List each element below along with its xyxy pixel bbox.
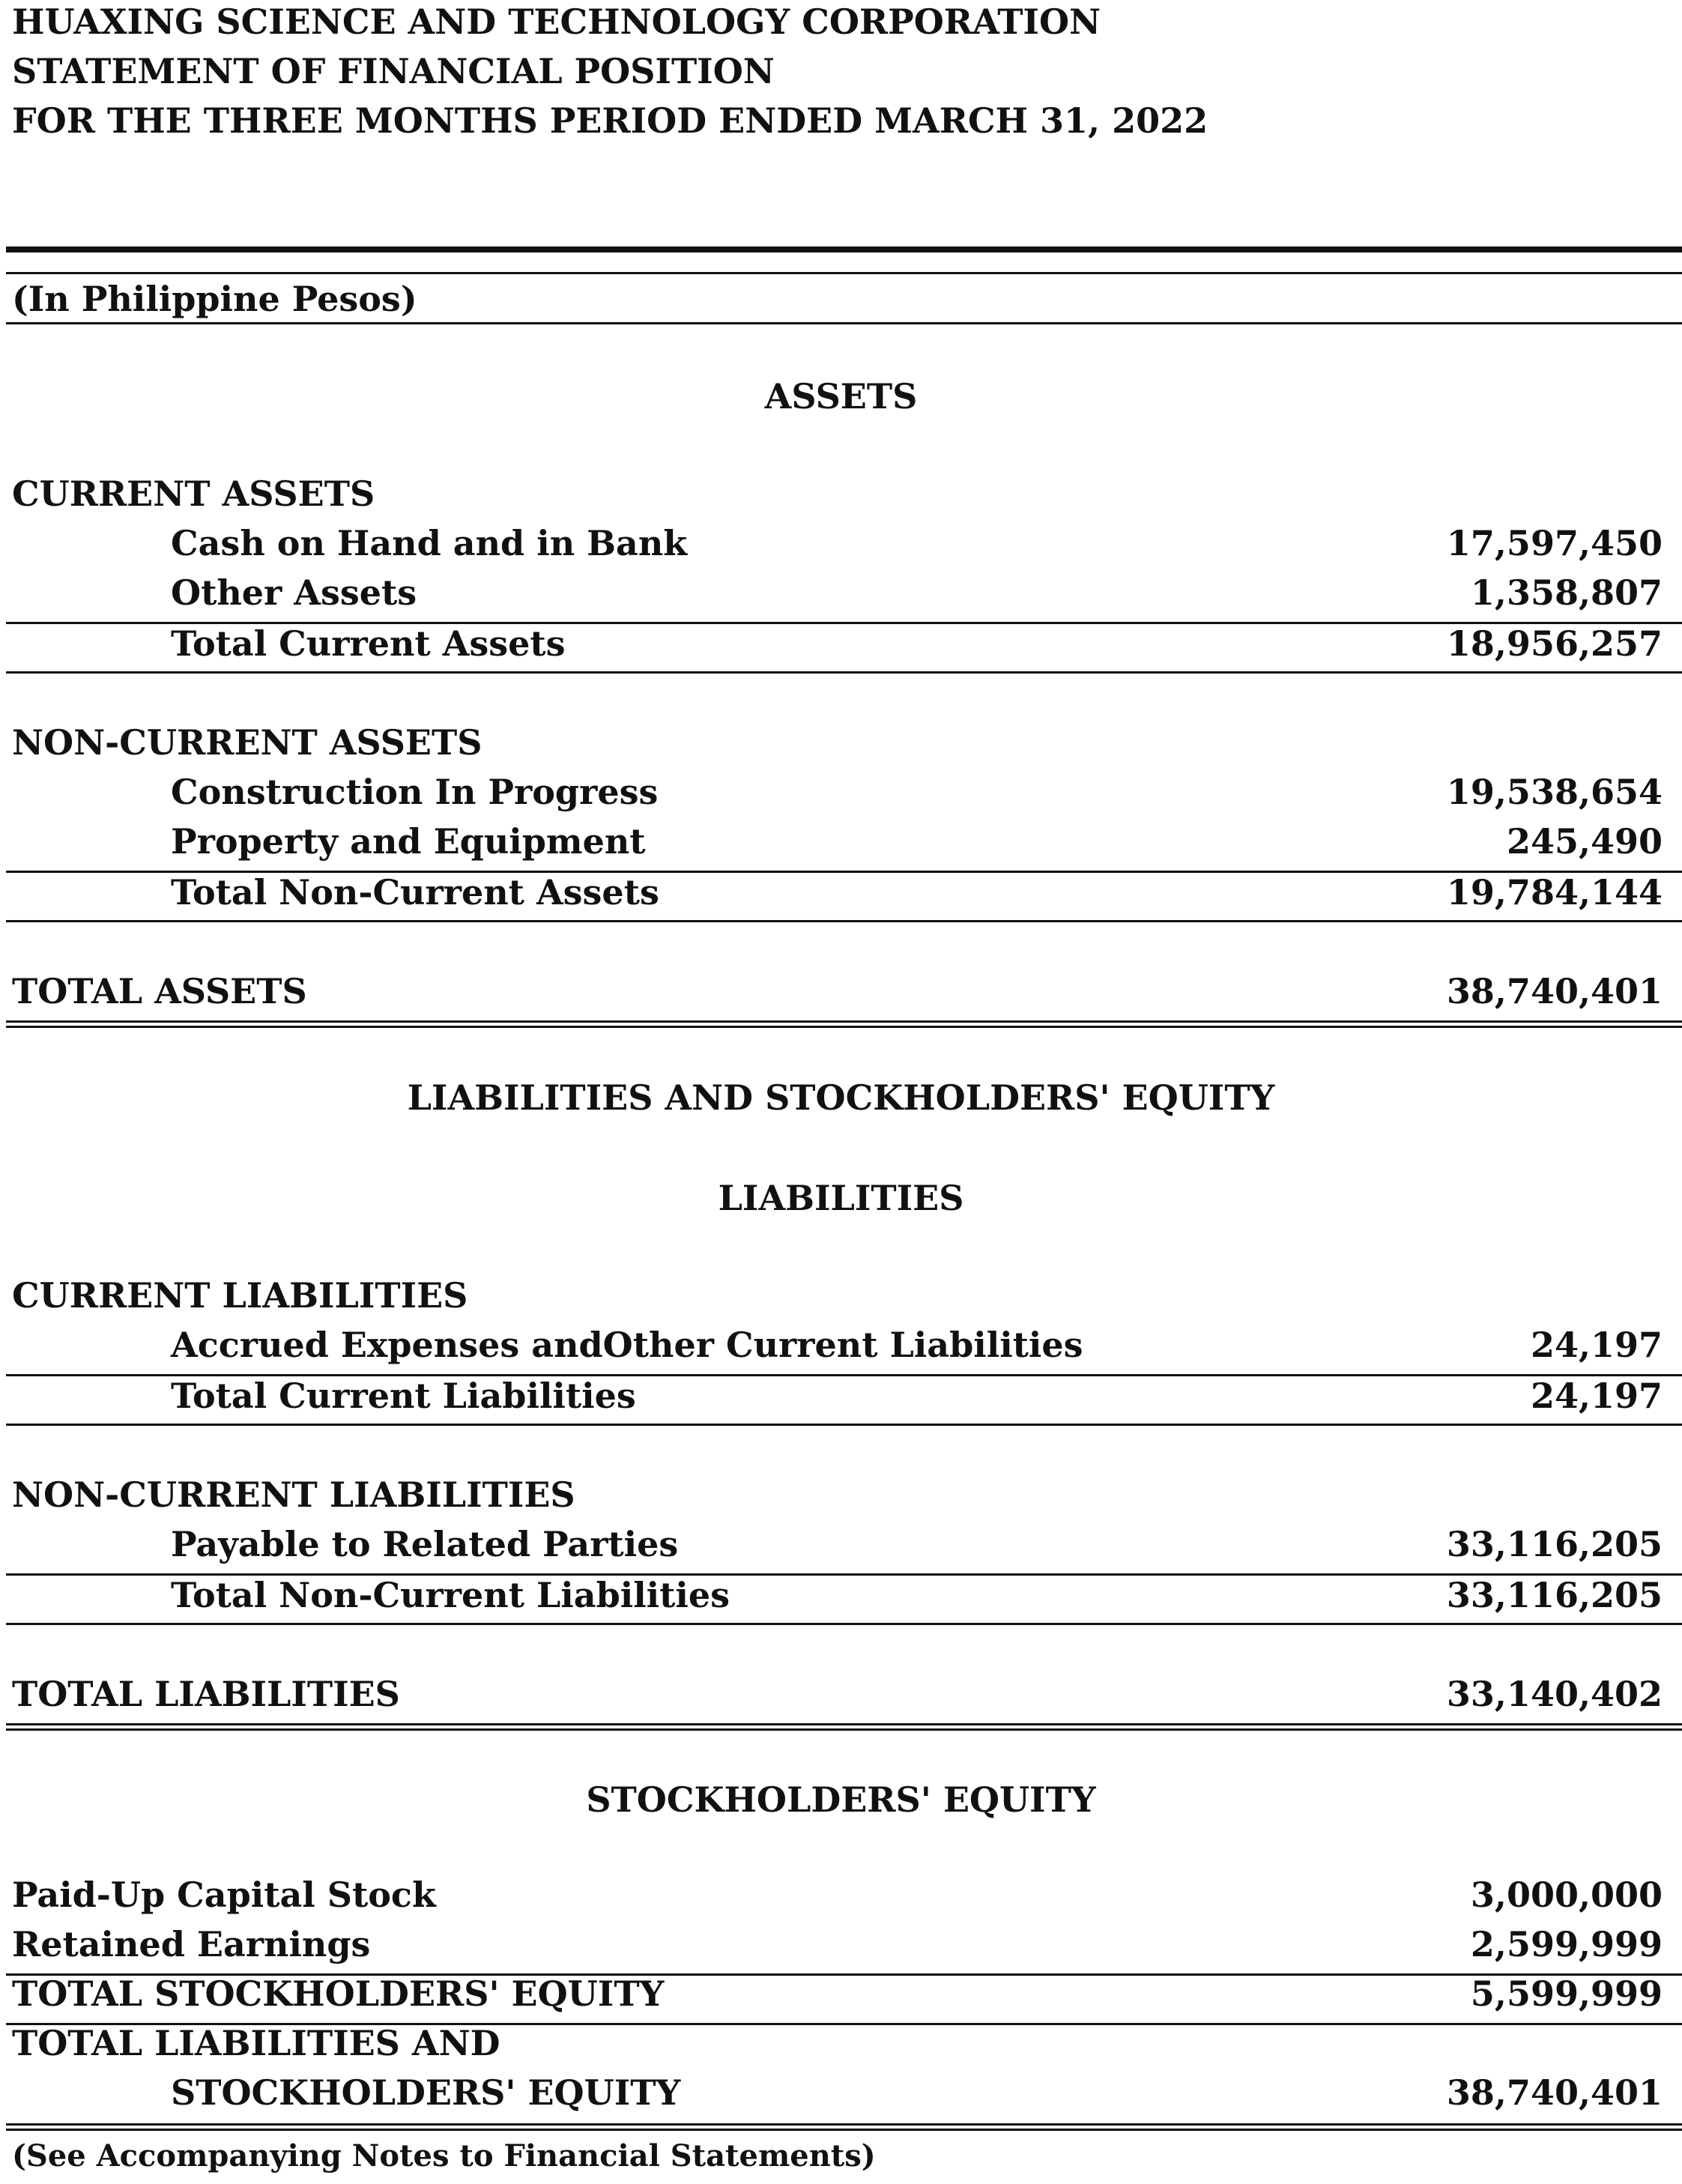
- current-assets-heading: CURRENT ASSETS: [12, 474, 375, 514]
- total-stockholders-equity-amount: 5,599,999: [1470, 1973, 1663, 2014]
- double-rule-bottom: [6, 1728, 1682, 1731]
- total-liabilities-row: [0, 1672, 1682, 1722]
- total-current-assets-amount: 18,956,257: [1446, 623, 1663, 664]
- total-current-assets-row: [0, 622, 1682, 671]
- top-thin-rule: [6, 272, 1682, 274]
- table-row: [0, 571, 1682, 620]
- current-liabilities-heading: CURRENT LIABILITIES: [12, 1275, 468, 1316]
- line-item-amount: 19,538,654: [1446, 772, 1663, 812]
- current-liabilities-heading-row: [0, 1274, 1682, 1323]
- total-stockholders-equity-label: TOTAL STOCKHOLDERS' EQUITY: [12, 1973, 665, 2014]
- current-assets-heading-row: [0, 472, 1682, 521]
- line-item-amount: 3,000,000: [1470, 1875, 1663, 1915]
- line-item-label: Construction In Progress: [171, 772, 659, 812]
- total-liabilities-amount: 33,140,402: [1446, 1674, 1663, 1714]
- non-current-assets-heading-row: [0, 721, 1682, 770]
- total-non-current-assets-row: [0, 871, 1682, 920]
- double-rule-top: [6, 1020, 1682, 1023]
- total-non-current-liabilities-amount: 33,116,205: [1446, 1575, 1663, 1615]
- line-item-label: Cash on Hand and in Bank: [171, 523, 688, 563]
- total-non-current-liabilities-row: [0, 1573, 1682, 1623]
- line-item-label: Property and Equipment: [171, 821, 646, 862]
- line-item-label: Payable to Related Parties: [171, 1524, 679, 1564]
- line-item-label: Paid-Up Capital Stock: [12, 1875, 436, 1915]
- footnote: (See Accompanying Notes to Financial Statements): [12, 2138, 876, 2174]
- grand-total-row: [0, 2071, 1682, 2120]
- grand-total-label-line1: TOTAL LIABILITIES AND: [12, 2023, 500, 2063]
- stockholders-equity-heading: STOCKHOLDERS' EQUITY: [586, 1779, 1096, 1820]
- company-name: HUAXING SCIENCE AND TECHNOLOGY CORPORATION: [12, 1, 1101, 42]
- total-non-current-assets-amount: 19,784,144: [1446, 872, 1663, 913]
- total-assets-label: TOTAL ASSETS: [12, 971, 307, 1011]
- total-current-liabilities-row: [0, 1374, 1682, 1424]
- table-row: [0, 820, 1682, 869]
- total-stockholders-equity-row: [0, 1972, 1682, 2021]
- liabilities-equity-heading: LIABILITIES AND STOCKHOLDERS' EQUITY: [407, 1077, 1275, 1118]
- double-rule-top: [6, 1723, 1682, 1725]
- non-current-liabilities-heading: NON-CURRENT LIABILITIES: [12, 1474, 575, 1515]
- grand-total-label-line2: STOCKHOLDERS' EQUITY: [171, 2072, 681, 2113]
- non-current-liabilities-heading-row: [0, 1473, 1682, 1522]
- line-item-label: Retained Earnings: [12, 1924, 371, 1964]
- subtotal-bottom-rule: [6, 920, 1682, 922]
- line-item-amount: 245,490: [1506, 821, 1663, 862]
- total-liabilities-label: TOTAL LIABILITIES: [12, 1674, 400, 1714]
- grand-total-label-row: [0, 2021, 1682, 2071]
- statement-period: FOR THE THREE MONTHS PERIOD ENDED MARCH 31, 2022: [12, 100, 1208, 141]
- line-item-label: Accrued Expenses andOther Current Liabilities: [171, 1325, 1083, 1365]
- total-non-current-liabilities-label: Total Non-Current Liabilities: [171, 1575, 730, 1615]
- line-item-amount: 1,358,807: [1470, 572, 1663, 613]
- units-bottom-rule: [6, 322, 1682, 324]
- currency-units: (In Philippine Pesos): [12, 279, 417, 319]
- total-assets-amount: 38,740,401: [1446, 971, 1663, 1011]
- table-row: [0, 521, 1682, 571]
- total-current-liabilities-amount: 24,197: [1530, 1376, 1663, 1416]
- top-thick-rule: [6, 246, 1682, 252]
- assets-heading: ASSETS: [764, 376, 918, 417]
- table-row: [0, 1873, 1682, 1923]
- grand-total-amount: 38,740,401: [1446, 2072, 1663, 2113]
- line-item-amount: 24,197: [1530, 1325, 1663, 1365]
- table-row: [0, 1923, 1682, 1972]
- statement-title: STATEMENT OF FINANCIAL POSITION: [12, 51, 775, 91]
- liabilities-heading: LIABILITIES: [718, 1178, 964, 1218]
- line-item-label: Other Assets: [171, 572, 417, 613]
- double-rule-top: [6, 2123, 1682, 2126]
- table-row: [0, 1522, 1682, 1572]
- double-rule-bottom: [6, 1026, 1682, 1028]
- total-current-assets-label: Total Current Assets: [171, 623, 566, 664]
- total-non-current-assets-label: Total Non-Current Assets: [171, 872, 659, 913]
- non-current-assets-heading: NON-CURRENT ASSETS: [12, 722, 482, 763]
- double-rule-bottom: [6, 2129, 1682, 2131]
- table-row: [0, 1323, 1682, 1373]
- table-row: [0, 770, 1682, 820]
- subtotal-bottom-rule: [6, 671, 1682, 674]
- line-item-amount: 17,597,450: [1446, 523, 1663, 563]
- subtotal-bottom-rule: [6, 1623, 1682, 1625]
- total-current-liabilities-label: Total Current Liabilities: [171, 1376, 636, 1416]
- total-assets-row: [0, 970, 1682, 1019]
- line-item-amount: 2,599,999: [1470, 1924, 1663, 1964]
- subtotal-bottom-rule: [6, 1424, 1682, 1426]
- line-item-amount: 33,116,205: [1446, 1524, 1663, 1564]
